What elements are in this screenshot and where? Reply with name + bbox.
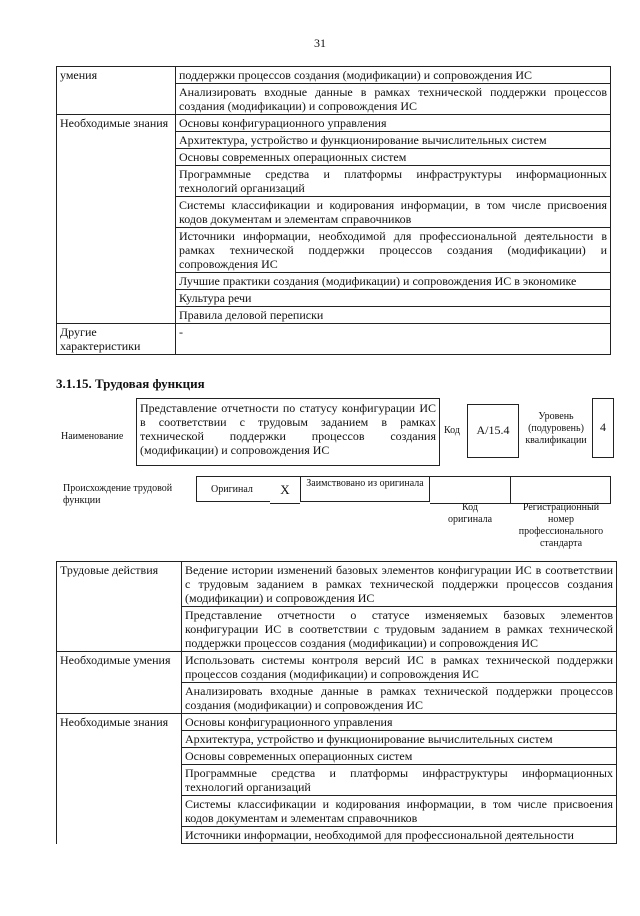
- table-cell: Системы классификации и кодирования информации, в том числе присвоения кодов документам и элементам справочников: [182, 796, 617, 827]
- table-row: [57, 714, 617, 731]
- table-cell: Системы классификации и кодирования информации, в том числе присвоения кодов документам и элементам справочников: [176, 197, 611, 228]
- table-cell: Использовать системы контроля версий ИС в рамках технической поддержки процессов создания (модификации) и сопровождения ИС: [182, 652, 617, 683]
- table-cell: Архитектура, устройство и функционирование вычислительных систем: [182, 731, 617, 748]
- row-label: Необходимые знания: [57, 714, 182, 844]
- table-row: [57, 562, 617, 607]
- code-original-cell: [430, 476, 511, 504]
- original-mark: X: [270, 476, 300, 504]
- table-cell: Анализировать входные данные в рамках технической поддержки процессов создания (модификации) и сопровождения ИС: [182, 683, 617, 714]
- table-cell: Источники информации, необходимой для профессиональной деятельности в рамках технической поддержки процессов создания (модификации) и сопровождения ИС: [176, 228, 611, 273]
- table-cell: Программные средства и платформы инфраструктуры информационных технологий организаций: [182, 765, 617, 796]
- table-row: [57, 67, 611, 84]
- table-cell: Основы современных операционных систем: [176, 149, 611, 166]
- table-cell: Программные средства и платформы инфраструктуры информационных технологий организаций: [176, 166, 611, 197]
- table-cell: Ведение истории изменений базовых элементов конфигурации ИС в соответствии с трудовым заданием в рамках технической поддержки процессов создания (модификации) и сопровождения ИС: [182, 562, 617, 607]
- table-cell: -: [176, 324, 611, 355]
- table-cell: поддержки процессов создания (модификации) и сопровождения ИС: [176, 67, 611, 84]
- table-cell: Лучшие практики создания (модификации) и сопровождения ИС в экономике: [176, 273, 611, 290]
- name-label: Наименование: [61, 431, 124, 442]
- table-cell: Основы современных операционных систем: [182, 748, 617, 765]
- table-cell: Основы конфигурационного управления: [176, 115, 611, 132]
- top-table: [56, 66, 611, 355]
- row-label: умения: [57, 67, 176, 115]
- table-row: [57, 115, 611, 132]
- reg-number-label: Регистрационный номер профессионального стандарта: [518, 502, 604, 549]
- origin-label: Происхождение трудовой функции: [63, 483, 173, 506]
- page-number: 31: [314, 36, 326, 50]
- original-label: Оригинал: [196, 476, 270, 502]
- table-cell: Представление отчетности о статусе изменяемых базовых элементов конфигурации ИС в соответствии с трудовым заданием в рамках технической поддержки процессов создания (модификации) и сопровождения ИС: [182, 607, 617, 652]
- borrowed-label: Заимствовано из оригинала: [300, 476, 430, 502]
- table-cell: Основы конфигурационного управления: [182, 714, 617, 731]
- row-label: Другие характеристики: [57, 324, 176, 355]
- row-label: Необходимые умения: [57, 652, 182, 714]
- table-cell: Анализировать входные данные в рамках технической поддержки процессов создания (модификации) и сопровождения ИС: [176, 84, 611, 115]
- table-cell: Культура речи: [176, 290, 611, 307]
- code-value: A/15.4: [467, 404, 519, 458]
- bottom-table: [56, 561, 617, 844]
- table-cell: Правила деловой переписки: [176, 307, 611, 324]
- reg-number-cell: [510, 476, 611, 504]
- code-original-label: Код оригинала: [447, 502, 493, 525]
- table-cell: Архитектура, устройство и функционирование вычислительных систем: [176, 132, 611, 149]
- table-row: [57, 652, 617, 683]
- row-label: Необходимые знания: [57, 115, 176, 324]
- section-title: 3.1.15. Трудовая функция: [56, 376, 205, 391]
- table-cell: Источники информации, необходимой для профессиональной деятельности: [182, 827, 617, 844]
- row-label: Трудовые действия: [57, 562, 182, 652]
- function-name: Представление отчетности по статусу конфигурации ИС в соответствии с трудовым заданием в рамках технической поддержки процессов создания (модификации) и сопровождения ИС: [136, 398, 440, 466]
- table-row: [57, 324, 611, 355]
- code-label: Код: [444, 425, 460, 436]
- level-label: Уровень (подуровень) квалификации: [525, 411, 587, 446]
- level-value: 4: [592, 398, 614, 458]
